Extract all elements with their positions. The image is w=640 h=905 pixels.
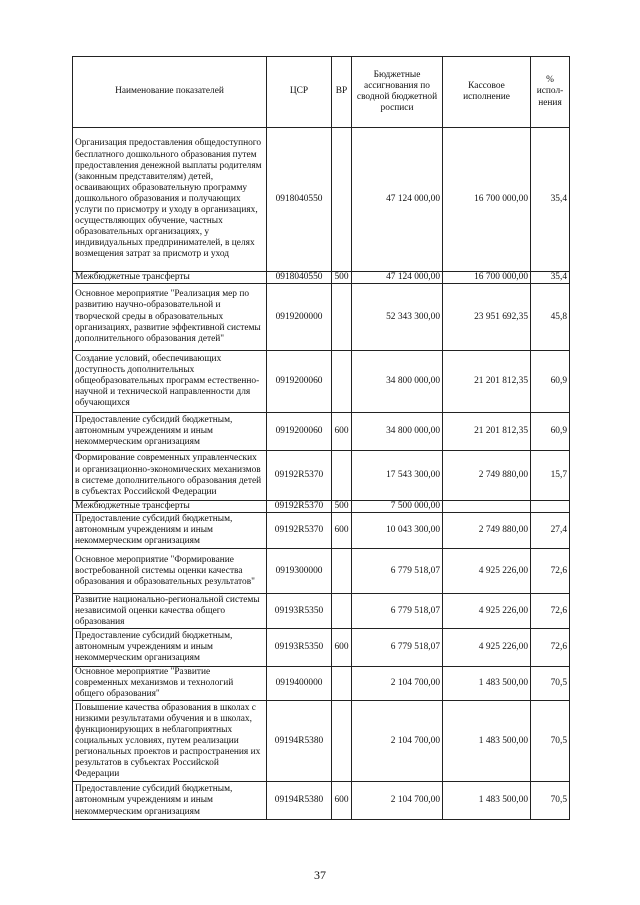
row-cash: 2 749 880,00 [443, 451, 531, 501]
table-row [73, 782, 570, 820]
row-vr [332, 451, 352, 501]
table-row [73, 351, 570, 413]
table-row [73, 629, 570, 667]
row-vr: 500 [332, 501, 352, 513]
row-budget: 2 104 700,00 [352, 782, 443, 820]
row-cash: 16 700 000,00 [443, 272, 531, 284]
row-csr: 09192R5370 [267, 501, 332, 513]
row-csr: 0919200060 [267, 413, 332, 451]
row-percent: 72,6 [531, 594, 570, 629]
row-percent: 60,9 [531, 413, 570, 451]
row-csr: 09194R5380 [267, 701, 332, 782]
row-name: Межбюджетные трансферты [73, 501, 267, 513]
row-name: Основное мероприятие "Реализация мер по развитию научно-образовательной и творческой среды в образовательных организациях, развитие эффективной системы дополнительного образования детей" [73, 284, 267, 351]
row-percent: 15,7 [531, 451, 570, 501]
row-vr [332, 351, 352, 413]
row-cash: 4 925 226,00 [443, 629, 531, 667]
row-name: Предоставление субсидий бюджетным, автономным учреждениям и иным некоммерческим организациям [73, 782, 267, 820]
header-csr: ЦСР [267, 57, 332, 128]
header-budget: Бюджетные ассигнования по сводной бюджетной росписи [352, 57, 443, 128]
row-vr [332, 701, 352, 782]
row-csr: 09193R5350 [267, 594, 332, 629]
row-csr: 09194R5380 [267, 782, 332, 820]
row-budget: 7 500 000,00 [352, 501, 443, 513]
row-percent: 27,4 [531, 513, 570, 549]
row-percent: 72,6 [531, 629, 570, 667]
row-csr: 0919300000 [267, 549, 332, 594]
row-vr [332, 549, 352, 594]
row-csr: 0919400000 [267, 667, 332, 701]
row-budget: 34 800 000,00 [352, 351, 443, 413]
row-vr [332, 128, 352, 272]
row-percent: 70,5 [531, 667, 570, 701]
row-cash: 21 201 812,35 [443, 351, 531, 413]
row-csr: 0918040550 [267, 128, 332, 272]
row-budget: 6 779 518,07 [352, 629, 443, 667]
row-percent: 70,5 [531, 701, 570, 782]
header-vr: ВР [332, 57, 352, 128]
table-row [73, 701, 570, 782]
row-budget: 6 779 518,07 [352, 549, 443, 594]
row-vr [332, 667, 352, 701]
row-name: Предоставление субсидий бюджетным, автономным учреждениям и иным некоммерческим организациям [73, 513, 267, 549]
row-cash: 1 483 500,00 [443, 667, 531, 701]
row-csr: 09192R5370 [267, 513, 332, 549]
table-row [73, 501, 570, 513]
row-budget: 6 779 518,07 [352, 594, 443, 629]
row-budget: 52 343 300,00 [352, 284, 443, 351]
table-header-row [73, 57, 570, 128]
row-vr: 600 [332, 629, 352, 667]
header-name: Наименование показателей [73, 57, 267, 128]
row-vr: 600 [332, 513, 352, 549]
row-cash: 4 925 226,00 [443, 549, 531, 594]
row-percent: 72,6 [531, 549, 570, 594]
row-csr: 0918040550 [267, 272, 332, 284]
row-budget: 47 124 000,00 [352, 272, 443, 284]
table-row [73, 667, 570, 701]
row-cash [443, 501, 531, 513]
row-percent [531, 501, 570, 513]
row-percent: 35,4 [531, 272, 570, 284]
table-row [73, 549, 570, 594]
table-row [73, 451, 570, 501]
header-cash: Кассовое исполнение [443, 57, 531, 128]
row-name: Развитие национально-региональной системы независимой оценки качества общего образования [73, 594, 267, 629]
row-name: Организация предоставления общедоступного бесплатного дошкольного образования путем предоставления денежной выплаты родителям (законным представителям) детей, осваивающих образовательную программу дошкольного образования и получающих услуги по присмотру и уходу в организациях, осуществляющих обучение, частных образовательных организациях, у индивидуальных предпринимателей, в целях возмещения затрат за присмотр и уход [73, 128, 267, 272]
row-cash: 1 483 500,00 [443, 782, 531, 820]
row-percent: 70,5 [531, 782, 570, 820]
row-name: Основное мероприятие "Формирование востребованной системы оценки качества образования и образовательных результатов" [73, 549, 267, 594]
row-percent: 45,8 [531, 284, 570, 351]
row-vr: 600 [332, 782, 352, 820]
row-budget: 2 104 700,00 [352, 667, 443, 701]
table-row [73, 513, 570, 549]
row-csr: 0919200060 [267, 351, 332, 413]
row-budget: 47 124 000,00 [352, 128, 443, 272]
row-name: Межбюджетные трансферты [73, 272, 267, 284]
page-number: 37 [314, 868, 326, 882]
row-cash: 16 700 000,00 [443, 128, 531, 272]
row-vr [332, 284, 352, 351]
row-percent: 60,9 [531, 351, 570, 413]
table-row [73, 594, 570, 629]
row-cash: 23 951 692,35 [443, 284, 531, 351]
row-budget: 2 104 700,00 [352, 701, 443, 782]
row-budget: 34 800 000,00 [352, 413, 443, 451]
row-cash: 2 749 880,00 [443, 513, 531, 549]
table-row [73, 128, 570, 272]
row-percent: 35,4 [531, 128, 570, 272]
row-cash: 21 201 812,35 [443, 413, 531, 451]
row-budget: 17 543 300,00 [352, 451, 443, 501]
row-name: Предоставление субсидий бюджетным, автономным учреждениям и иным некоммерческим организациям [73, 413, 267, 451]
row-budget: 10 043 300,00 [352, 513, 443, 549]
row-vr [332, 594, 352, 629]
row-name: Предоставление субсидий бюджетным, автономным учреждениям и иным некоммерческим организациям [73, 629, 267, 667]
row-vr: 600 [332, 413, 352, 451]
table-row [73, 413, 570, 451]
row-name: Создание условий, обеспечивающих доступность дополнительных общеобразовательных программ естественно-научной и технической направленности для обучающихся [73, 351, 267, 413]
row-cash: 1 483 500,00 [443, 701, 531, 782]
row-csr: 09193R5350 [267, 629, 332, 667]
row-name: Основное мероприятие "Развитие современных механизмов и технологий общего образования" [73, 667, 267, 701]
budget-execution-table [72, 56, 570, 820]
row-name: Повышение качества образования в школах с низкими результатами обучения и в школах, функционирующих в неблагоприятных социальных условиях, путем реализации региональных проектов и распространения их результатов в субъектах Российской Федерации [73, 701, 267, 782]
row-vr: 500 [332, 272, 352, 284]
row-csr: 09192R5370 [267, 451, 332, 501]
row-cash: 4 925 226,00 [443, 594, 531, 629]
table-row [73, 284, 570, 351]
header-percent: % испол-нения [531, 57, 570, 128]
row-csr: 0919200000 [267, 284, 332, 351]
row-name: Формирование современных управленческих и организационно-экономических механизмов в системе дополнительного образования детей в субъектах Российской Федерации [73, 451, 267, 501]
table-row [73, 272, 570, 284]
